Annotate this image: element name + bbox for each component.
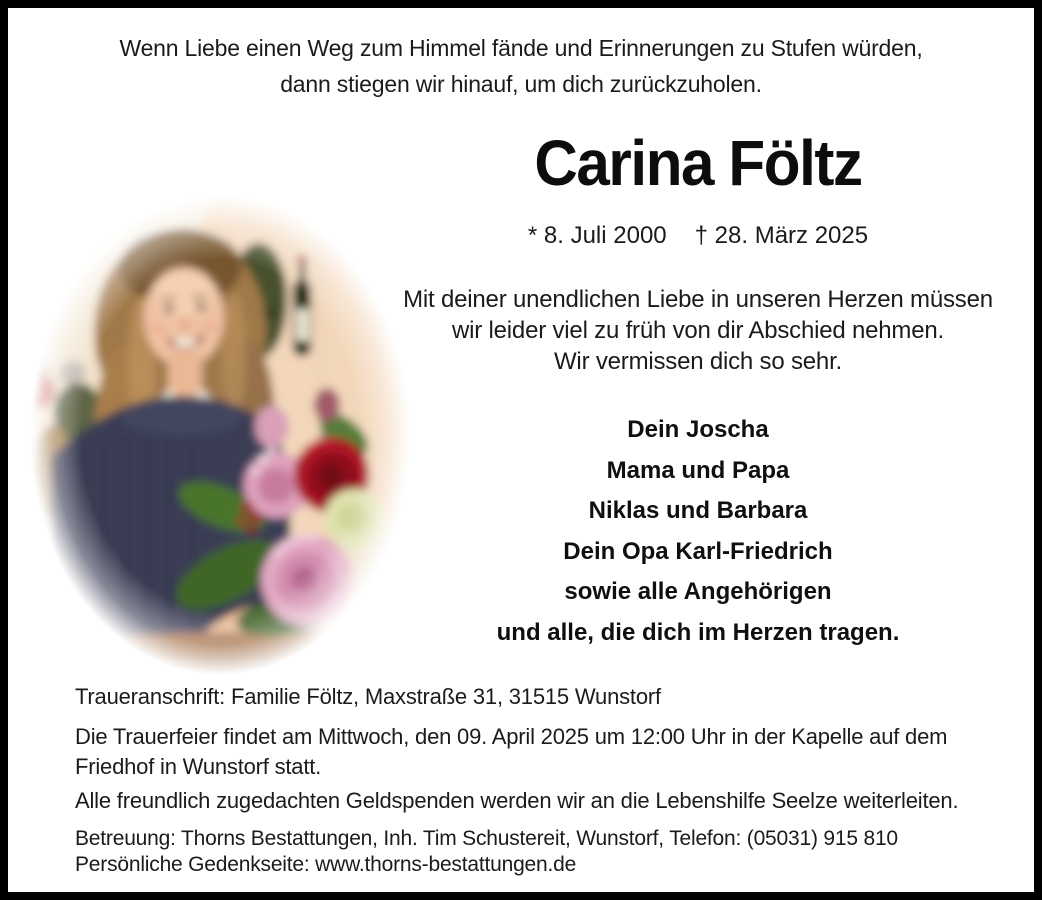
mourner-line-1: Dein Joscha <box>627 416 769 443</box>
donation-info: Alle freundlich zugedachten Geldspenden werden wir an die Lebenshilfe Seelze weiterleiten. <box>75 788 959 813</box>
undertaker-info: Betreuung: Thorns Bestattungen, Inh. Tim Schustereit, Wunstorf, Telefon: (05031) 915 810 <box>75 827 898 850</box>
mourner-line-4: Dein Opa Karl-Friedrich <box>563 537 833 565</box>
mourners-list <box>363 410 1033 653</box>
funeral-service-line-2: Friedhof in Wunstorf statt. <box>75 754 322 779</box>
farewell-message <box>353 284 1042 377</box>
farewell-line-2: wir leider viel zu früh von dir Abschied nehmen. <box>452 317 944 344</box>
death-date: † 28. März 2025 <box>694 222 869 249</box>
portrait-photo <box>22 185 418 685</box>
mourner-line-2: Mama und Papa <box>606 456 790 484</box>
memorial-site-info: Persönliche Gedenkseite: www.thorns-bestattungen.de <box>75 853 577 876</box>
birth-date: * 8. Juli 2000 <box>527 222 667 249</box>
memorial-quote <box>8 30 1034 102</box>
farewell-line-1: Mit deiner unendlichen Liebe in unseren Herzen müssen <box>403 286 993 313</box>
life-dates <box>363 222 1033 250</box>
portrait-photo-illustration <box>22 185 418 685</box>
mourning-address: Traueranschrift: Familie Föltz, Maxstraße 31, 31515 Wunstorf <box>75 684 661 709</box>
deceased-name: Carina Föltz <box>534 127 862 199</box>
quote-line-1: Wenn Liebe einen Weg zum Himmel fände und Erinnerungen zu Stufen würden, <box>119 35 923 61</box>
farewell-line-3: Wir vermissen dich so sehr. <box>553 348 842 375</box>
mourner-line-3: Niklas und Barbara <box>588 497 808 524</box>
funeral-service-line-1: Die Trauerfeier findet am Mittwoch, den 09. April 2025 um 12:00 Uhr in der Kapelle auf dem <box>75 724 948 749</box>
mourner-line-6: und alle, die dich im Herzen tragen. <box>496 618 900 646</box>
quote-line-2: dann stiegen wir hinauf, um dich zurückzuholen. <box>280 71 762 97</box>
funeral-service-info <box>75 722 947 782</box>
mourner-line-5: sowie alle Angehörigen <box>564 578 832 605</box>
